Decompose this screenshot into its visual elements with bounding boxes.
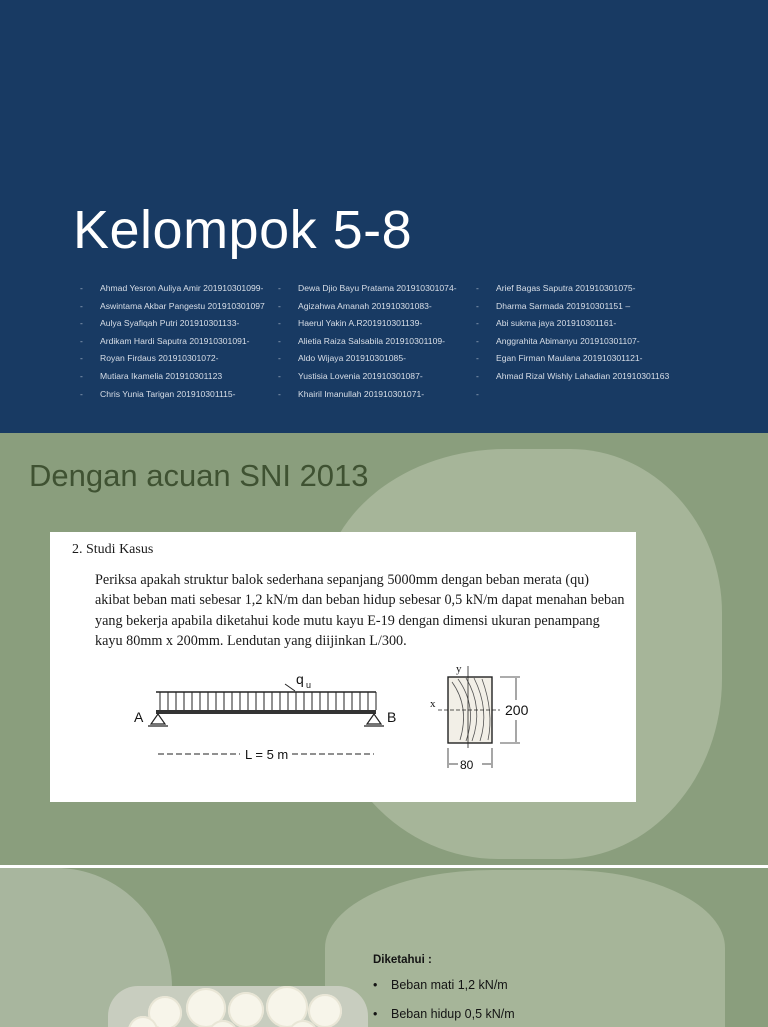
case-number: 2. Studi Kasus (72, 542, 154, 557)
member-name: Dharma Sarmada 201910301151 – (496, 300, 631, 311)
member-name: Anggrahita Abimanyu 201910301107- (496, 335, 640, 346)
member-name: Arief Bagas Saputra 201910301075- (496, 283, 636, 293)
support-b-label: B (387, 709, 397, 725)
load-arrows (160, 692, 376, 710)
member-name: Agizahwa Amanah 201910301083- (298, 300, 432, 311)
member-name: Abi sukma jaya 201910301161- (496, 318, 617, 329)
member-name: Aldo Wijaya 201910301085- (298, 353, 406, 364)
support-a-icon (151, 714, 165, 724)
bullet-marker: - (80, 283, 83, 293)
bullet-marker: - (80, 300, 83, 311)
flower-photo (108, 986, 368, 1027)
member-name: Dewa Djio Bayu Pratama 201910301074- (298, 283, 457, 293)
bullet-marker: - (476, 283, 479, 293)
bullet-marker: - (278, 335, 281, 346)
bullet-marker: - (476, 335, 479, 346)
width-label: 80 (460, 758, 474, 772)
slide-known-values (0, 868, 768, 1027)
case-study-card (50, 532, 636, 802)
known-item-text: Beban hidup 0,5 kN/m (391, 1007, 515, 1021)
slide-title (0, 0, 768, 433)
bullet-marker: - (476, 370, 479, 381)
known-item (373, 978, 515, 1007)
load-label-leader (285, 684, 295, 691)
member-name: Egan Firman Maulana 201910301121- (496, 353, 643, 364)
known-list (373, 978, 515, 1027)
height-label: 200 (505, 702, 529, 718)
member-name: Chris Yunia Tarigan 201910301115- (100, 388, 236, 399)
member-name: Mutiara Ikamelia 201910301123 (100, 370, 223, 381)
bullet-marker: - (80, 353, 83, 364)
member-name: Alietia Raiza Salsabila 201910301109- (298, 335, 445, 346)
member-name: Haerul Yakin A.R201910301139- (298, 318, 423, 329)
bullet-marker: • (373, 1007, 378, 1021)
bullet-marker: - (278, 353, 281, 364)
bullet-marker: - (278, 388, 281, 399)
bullet-marker: • (373, 978, 378, 992)
beam (156, 710, 376, 714)
bullet-marker: - (476, 318, 479, 329)
bullet-marker: - (476, 300, 479, 311)
member-name: Ardikam Hardi Saputra 201910301091- (100, 335, 250, 346)
slide-title-heading: Kelompok 5-8 (73, 200, 413, 260)
known-title: Diketahui : (373, 954, 432, 966)
bullet-marker: - (476, 388, 479, 399)
span-label: L = 5 m (245, 747, 289, 762)
bullet-marker: - (476, 353, 479, 364)
slide-heading: Dengan acuan SNI 2013 (29, 458, 369, 493)
bullet-marker: - (278, 370, 281, 381)
member-name: Aswintama Akbar Pangestu 201910301097 (100, 300, 265, 311)
beam-diagram (120, 662, 560, 792)
member-name: Khairil Imanullah 201910301071- (298, 388, 425, 399)
known-values (373, 954, 515, 1027)
known-item (373, 1007, 515, 1027)
bullet-marker: - (80, 370, 83, 381)
slide-case-study (0, 433, 768, 865)
bullet-marker: - (278, 300, 281, 311)
y-axis-label: y (456, 663, 462, 675)
support-a-label: A (134, 709, 144, 725)
member-name: Ahmad Rizal Wishly Lahadian 201910301163 (496, 370, 670, 381)
bullet-marker: - (80, 318, 83, 329)
support-b-icon (367, 714, 381, 724)
case-description: Periksa apakah struktur balok sederhana sepanjang 5000mm dengan beban merata (qu) akibat beban mati sebesar 1,2 kN/m dan beban hidup sebesar 0,5 kN/m dapat menahan beban yang bekerja apabila diketahui kode mutu kayu E-19 dengan dimensi ukuran penampang kayu 80mm x 200mm. Lendutan yang diijinkan L/300. (95, 572, 625, 650)
bullet-marker: - (278, 318, 281, 329)
load-label: q (296, 671, 304, 687)
bullet-marker: - (80, 335, 83, 346)
bullet-marker: - (80, 388, 83, 399)
member-name: Yustisia Lovenia 201910301087- (298, 370, 423, 381)
known-item-text: Beban mati 1,2 kN/m (391, 978, 508, 992)
member-name: Royan Firdaus 201910301072- (100, 353, 219, 364)
bullet-marker: - (278, 283, 281, 293)
member-name: Aulya Syafiqah Putri 201910301133- (100, 318, 240, 329)
x-axis-label: x (430, 698, 436, 710)
member-name: Ahmad Yesron Auliya Amir 201910301099- (100, 283, 264, 293)
load-label-sub: u (306, 680, 312, 690)
